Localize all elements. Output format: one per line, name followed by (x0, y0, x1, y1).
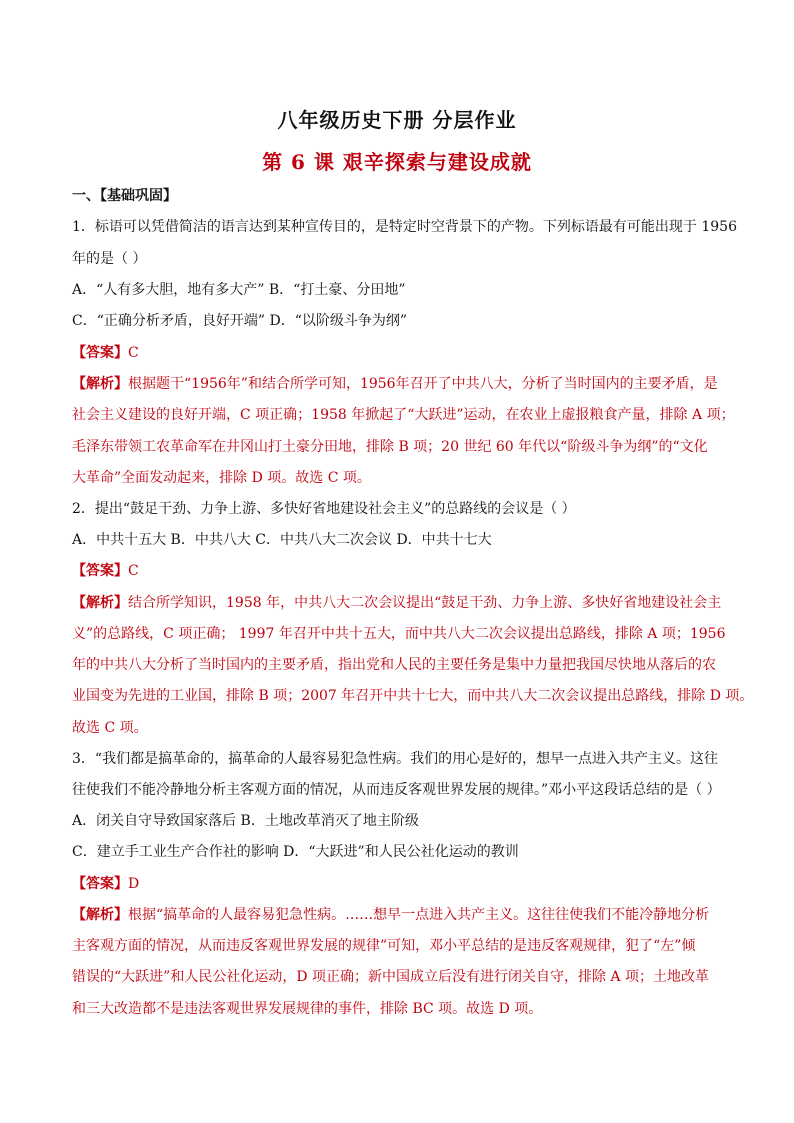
question-1-analysis-line: 大革命”全面发动起来，排除 D 项。故选 C 项。 (72, 470, 371, 486)
question-3-answer (72, 874, 732, 894)
section-heading: 一、【基础巩固】 (72, 188, 177, 204)
question-1-answer (72, 343, 732, 363)
question-2-analysis-line: 业国变为先进的工业国，排除 B 项；2007 年召开中共十七大，而中共八大二次会议提出总路线，排除 D 项。 (72, 688, 754, 704)
question-3-options: C．建立手工业生产合作社的影响 D．“大跃进”和人民公社化运动的教训 (72, 844, 519, 860)
analysis-text: 根据题干“1956年”和结合所学可知，1956年召开了中共八大，分析了当时国内的主要矛盾，是 (128, 376, 718, 392)
analysis-tag: 【解析】 (72, 907, 128, 923)
question-1-options: C．“正确分析矛盾，良好开端” D．“以阶级斗争为纲” (72, 313, 408, 329)
question-3-analysis-line: 错误的“大跃进”和人民公社化运动，D 项正确；新中国成立后没有进行闭关自守，排除 A 项；土地改革 (72, 969, 709, 985)
question-1-options: A．“人有多大胆，地有多大产” B．“打土豪、分田地” (72, 282, 406, 298)
question-2-stem-line: 2．提出“鼓足干劲、力争上游、多快好省地建设社会主义”的总路线的会议是（ ） (72, 501, 576, 517)
question-2-analysis-line: 年的中共八大分析了当时国内的主要矛盾，指出党和人民的主要任务是集中力量把我国尽快地从落后的农 (72, 657, 716, 673)
question-2-analysis-line (72, 593, 732, 613)
analysis-text: 根据“搞革命的人最容易犯急性病。……想早一点进入共产主义。这往往使我们不能冷静地分析 (128, 907, 710, 923)
analysis-tag: 【解析】 (72, 595, 128, 611)
question-2-answer (72, 561, 732, 581)
question-2-analysis-line: 故选 C 项。 (72, 720, 148, 736)
question-3-stem-line: 往使我们不能冷静地分析主客观方面的情况，从而违反客观世界发展的规律。”邓小平这段话总结的是（ ） (72, 782, 721, 798)
question-1-analysis-line (72, 374, 732, 394)
question-1-stem-line: 年的是（ ） (72, 251, 147, 267)
lesson-title: 第 6 课 艰辛探索与建设成就 (262, 150, 532, 174)
question-1-stem-line: 1．标语可以凭借简洁的语言达到某种宣传目的，是特定时空背景下的产物。下列标语最有可能出现于 1956 (72, 219, 737, 235)
analysis-text: 结合所学知识，1958 年，中共八大二次会议提出“鼓足干劲、力争上游、多快好省地建设社会主 (128, 595, 722, 611)
answer-value: D (128, 876, 140, 892)
question-3-analysis-line: 主客观方面的情况，从而违反客观世界发展的规律”可知，邓小平总结的是违反客观规律，犯了“左”倾 (72, 938, 696, 954)
question-3-options: A．闭关自守导致国家落后 B．土地改革消灭了地主阶级 (72, 813, 419, 829)
question-3-analysis-line (72, 905, 732, 925)
question-2-analysis-line: 义”的总路线，C 项正确； 1997 年召开中共十五大，而中共八大二次会议提出总路线，排除 A 项；1956 (72, 626, 726, 642)
analysis-tag: 【解析】 (72, 376, 128, 392)
answer-value: C (128, 563, 139, 579)
page-title: 八年级历史下册 分层作业 (277, 108, 517, 132)
question-1-analysis-line: 毛泽东带领工农革命军在井冈山打土豪分田地，排除 B 项；20 世纪 60 年代以“阶级斗争为纲”的“文化 (72, 439, 708, 455)
answer-tag: 【答案】 (72, 563, 128, 579)
question-1-analysis-line: 社会主义建设的良好开端，C 项正确；1958 年掀起了“大跃进”运动，在农业上虚报粮食产量，排除 A 项； (72, 407, 735, 423)
question-2-options: A．中共十五大 B．中共八大 C．中共八大二次会议 D．中共十七大 (72, 532, 492, 548)
answer-tag: 【答案】 (72, 876, 128, 892)
answer-value: C (128, 345, 139, 361)
answer-tag: 【答案】 (72, 345, 128, 361)
question-3-analysis-line: 和三大改造都不是违法客观世界发展规律的事件，排除 BC 项。故选 D 项。 (72, 1001, 543, 1017)
question-3-stem-line: 3．“我们都是搞革命的，搞革命的人最容易犯急性病。我们的用心是好的，想早一点进入共产主义。这往 (72, 751, 719, 767)
